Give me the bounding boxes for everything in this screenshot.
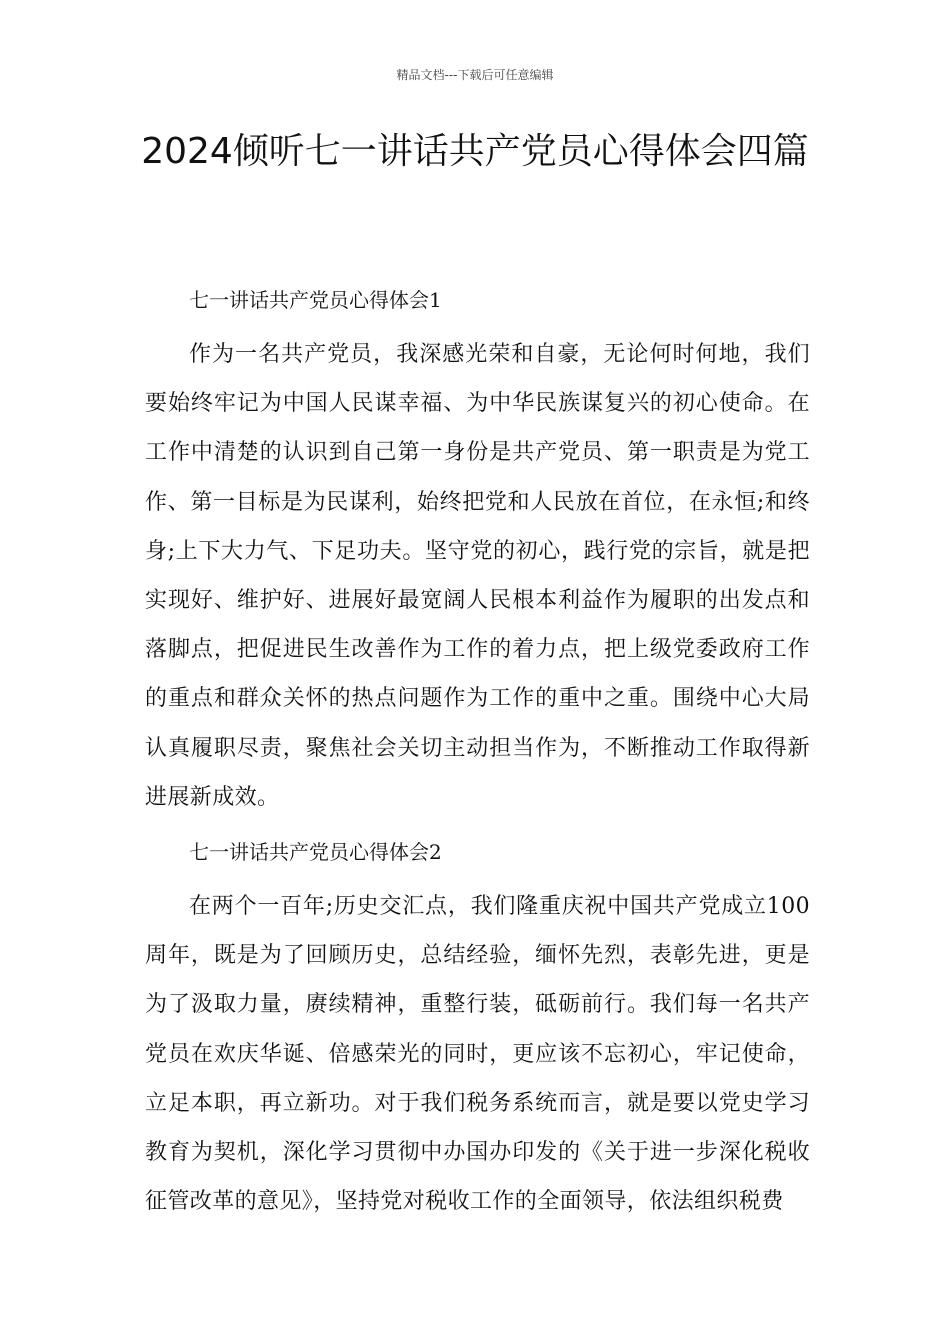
section-heading: 七一讲话共产党员心得体会2 bbox=[189, 840, 442, 865]
section-heading: 七一讲话共产党员心得体会1 bbox=[189, 288, 442, 312]
section-2 bbox=[145, 834, 810, 1226]
section-paragraph: 在两个一百年;历史交汇点，我们隆重庆祝中国共产党成立100周年，既是为了回顾历史，总结经验，缅怀先烈，表彰先进，更是为了汲取力量，赓续精神，重整行装，砥砺前行。我们每一名共产党员在欢庆华诞、倍感荣光的同时，更应该不忘初心，牢记使命，立足本职，再立新功。对于我们税务系统而言，就是要以党史学习教育为契机，深化学习贯彻中办国办印发的《关于进一步深化税收征管改革的意见》，坚持党对税收工作的全面领导，依法组织税费 bbox=[145, 894, 810, 1215]
header-note: 精品文档---下载后可任意编辑 bbox=[396, 68, 554, 82]
section-paragraph: 作为一名共产党员，我深感光荣和自豪，无论何时何地，我们要始终牢记为中国人民谋幸福、为中华民族谋复兴的初心使命。在工作中清楚的认识到自己第一身份是共产党员、第一职责是为党工作、第一目标是为民谋利，始终把党和人民放在首位，在永恒;和终身;上下大力气、下足功夫。坚守党的初心，践行党的宗旨，就是把实现好、维护好、进展好最宽阔人民根本利益作为履职的出发点和落脚点，把促进民生改善作为工作的着力点，把上级党委政府工作的重点和群众关怀的热点问题作为工作的重中之重。围绕中心大局认真履职尽责，聚焦社会关切主动担当作为，不断推动工作取得新进展新成效。 bbox=[145, 342, 810, 810]
section-1 bbox=[145, 282, 810, 822]
document-title: 2024倾听七一讲话共产党员心得体会四篇 bbox=[141, 131, 809, 172]
document-body bbox=[145, 282, 810, 1238]
